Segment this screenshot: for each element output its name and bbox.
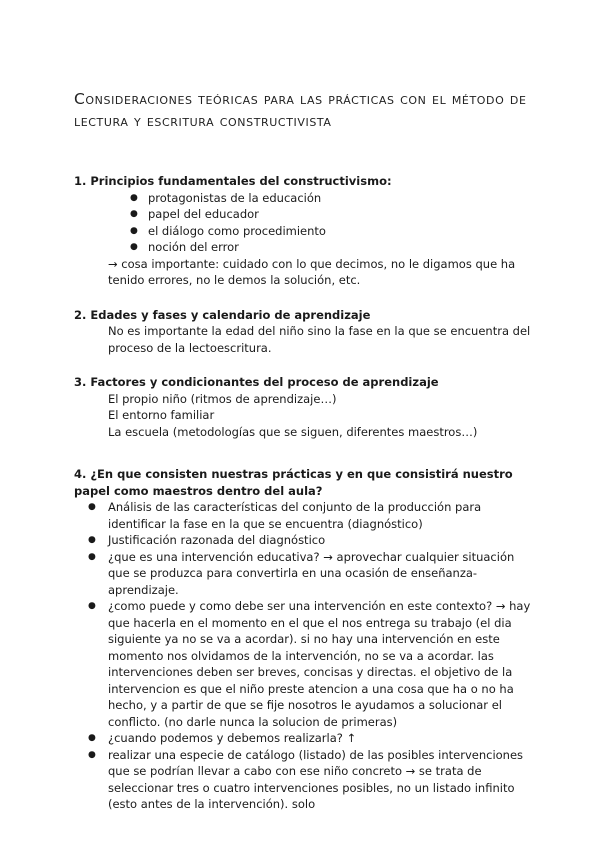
document-title: Consideraciones teóricas para las prácticas con el método de lectura y escritura constructivista bbox=[74, 90, 527, 130]
list-item: ● ¿cuando podemos y debemos realizarla? ↑ bbox=[74, 730, 534, 747]
section-line: El entorno familiar bbox=[108, 408, 215, 422]
section-3 bbox=[74, 374, 534, 440]
section-heading: 1. Principios fundamentales del constructivismo: bbox=[74, 174, 392, 188]
list-item: ● protagonistas de la educación bbox=[92, 190, 534, 207]
section-1 bbox=[74, 173, 534, 289]
section-text: No es importante la edad del niño sino la fase en la que se encuentra del proceso de la lectoescritura. bbox=[108, 324, 531, 355]
principles-list bbox=[74, 190, 534, 256]
section-4 bbox=[74, 466, 534, 813]
section-line: El propio niño (ritmos de aprendizaje…) bbox=[108, 391, 337, 406]
list-item: ● noción del error bbox=[92, 239, 534, 256]
section-line: La escuela (metodologías que se siguen, diferentes maestros…) bbox=[108, 424, 478, 439]
section-2 bbox=[74, 307, 534, 357]
practices-list bbox=[74, 499, 534, 813]
section-note: → cosa importante: cuidado con lo que decimos, no le digamos que ha tenido errores, no le demos la solución, etc. bbox=[108, 256, 516, 287]
list-item: ● realizar una especie de catálogo (listado) de las posibles intervenciones que se podrían llevar a cabo con ese niño concreto → se trata de seleccionar tres o cuatro intervenciones posibles, no un listado infinito (esto antes de la intervención). solo bbox=[74, 747, 534, 813]
list-item: ● Justificación razonada del diagnóstico bbox=[74, 532, 534, 549]
document-body bbox=[74, 173, 534, 831]
section-heading: 3. Factores y condicionantes del proceso de aprendizaje bbox=[74, 375, 439, 389]
section-heading: 4. ¿En que consisten nuestras prácticas y en que consistirá nuestro papel como maestros dentro del aula? bbox=[74, 467, 513, 498]
list-item: ● ¿que es una intervención educativa? → aprovechar cualquier situación que se produzca para convertirla en una ocasión de enseñanza-aprendizaje. bbox=[74, 549, 534, 599]
list-item: ● el diálogo como procedimiento bbox=[92, 223, 534, 240]
list-item: ● papel del educador bbox=[92, 206, 534, 223]
list-item: ● ¿como puede y como debe ser una intervención en este contexto? → hay que hacerla en el momento en el que el nos entrega su trabajo (el dia siguiente ya no se va a acordar). si no hay una intervención en este momento nos olvidamos de la intervención, no se va a acordar. las intervenciones deben ser breves, concisas y directas. el objetivo de la intervencion es que el niño preste atencion a una cosa que ha o no ha hecho, y a partir de que se fije nosotros le ayudamos a solucionar el conflicto. (no darle nunca la solucion de primeras) bbox=[74, 598, 534, 730]
section-heading: 2. Edades y fases y calendario de aprendizaje bbox=[74, 307, 371, 322]
list-item: ● Análisis de las características del conjunto de la producción para identificar la fase en la que se encuentra (diagnóstico) bbox=[74, 499, 534, 532]
